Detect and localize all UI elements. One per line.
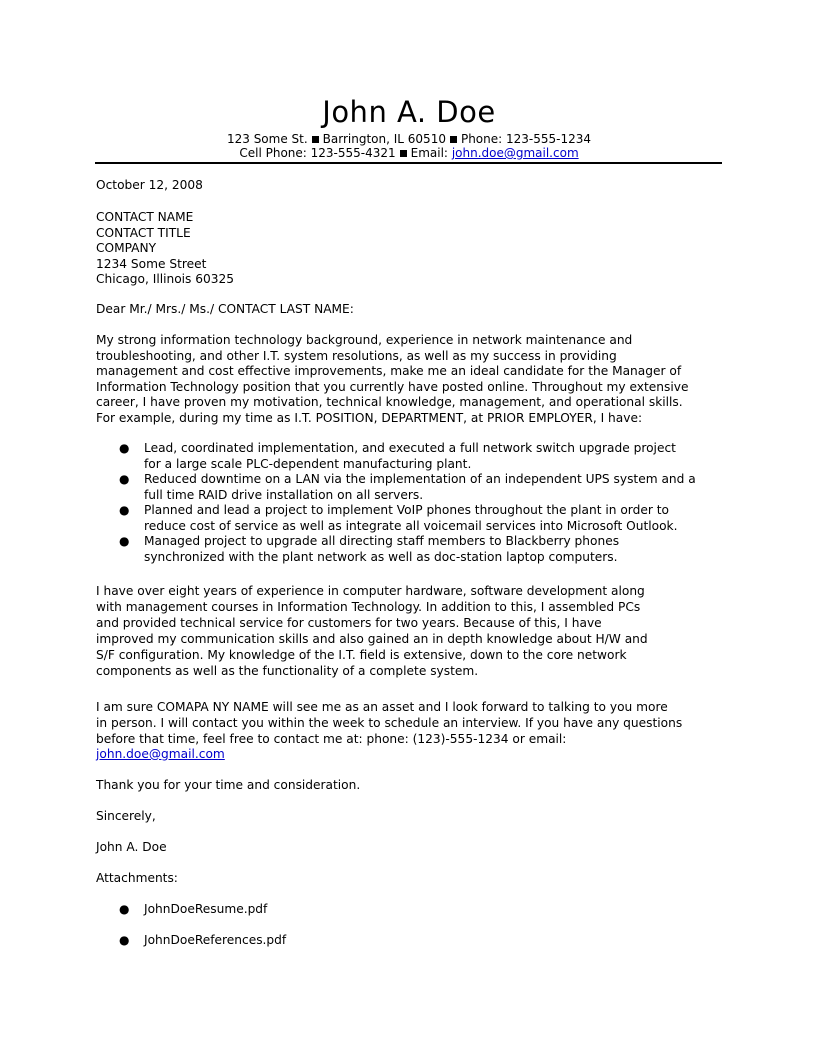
paragraph-3-line: in person. I will contact you within the week to schedule an interview. If you have any questions bbox=[96, 716, 683, 730]
bullet-item-line: Lead, coordinated implementation, and executed a full network switch upgrade project bbox=[144, 441, 676, 455]
attachment-item: JohnDoeReferences.pdf bbox=[144, 933, 287, 947]
contact-line-2 bbox=[96, 146, 722, 161]
paragraph-2-line: I have over eight years of experience in computer hardware, software development along bbox=[96, 584, 645, 598]
paragraph-1-line: Information Technology position that you currently have posted online. Throughout my extensive bbox=[96, 379, 689, 394]
paragraph-3-line: before that time, feel free to contact me at: phone: (123)-555-1234 or email: bbox=[96, 732, 567, 746]
paragraph-1-line: troubleshooting, and other I.T. system resolutions, as well as my success in providing bbox=[96, 348, 617, 363]
sender-name: John A. Doe bbox=[322, 95, 496, 129]
attachments-label: Attachments: bbox=[96, 871, 178, 885]
bullet-item-line: for a large scale PLC-dependent manufacturing plant. bbox=[144, 456, 472, 471]
bullet-item-line: full time RAID drive installation on all servers. bbox=[144, 487, 424, 502]
contact-line-1 bbox=[96, 132, 722, 147]
bullet-item-line: Managed project to upgrade all directing staff members to Blackberry phones bbox=[144, 534, 620, 548]
recipient-line: 1234 Some Street bbox=[96, 256, 207, 271]
square-separator-icon bbox=[450, 136, 457, 143]
recipient-line: Chicago, Illinois 60325 bbox=[96, 272, 235, 286]
email-label: Email: bbox=[410, 146, 448, 160]
bullet-icon: ● bbox=[119, 472, 130, 486]
bullet-item-line: synchronized with the plant network as well as doc-station laptop computers. bbox=[144, 549, 618, 564]
bullet-item-line: Planned and lead a project to implement VoIP phones throughout the plant in order to bbox=[144, 503, 669, 517]
attachment-item: JohnDoeResume.pdf bbox=[144, 902, 268, 916]
bullet-icon: ● bbox=[119, 503, 130, 517]
paragraph-2-line: components as well as the functionality of a complete system. bbox=[96, 664, 479, 678]
recipient-line: COMPANY bbox=[96, 241, 157, 255]
bullet-icon: ● bbox=[119, 534, 130, 548]
paragraph-1-line: My strong information technology background, experience in network maintenance and bbox=[96, 333, 633, 347]
city: Barrington, IL 60510 bbox=[322, 132, 446, 146]
letter-date: October 12, 2008 bbox=[96, 178, 203, 192]
header-divider bbox=[95, 162, 722, 164]
paragraph-2-line: S/F configuration. My knowledge of the I.T. field is extensive, down to the core network bbox=[96, 648, 627, 662]
bullet-item-line: reduce cost of service as well as integrate all voicemail services into Microsoft Outlook. bbox=[144, 518, 678, 533]
paragraph-2-line: with management courses in Information Technology. In addition to this, I assembled PCs bbox=[96, 600, 641, 614]
closing: Sincerely, bbox=[96, 809, 156, 823]
address: 123 Some St. bbox=[226, 132, 308, 146]
body-email-link[interactable]: john.doe@gmail.com bbox=[96, 747, 225, 761]
paragraph-3-line: I am sure COMAPA NY NAME will see me as an asset and I look forward to talking to you more bbox=[96, 700, 668, 714]
salutation: Dear Mr./ Mrs./ Ms./ CONTACT LAST NAME: bbox=[96, 302, 354, 316]
bullet-item-line: Reduced downtime on a LAN via the implementation of an independent UPS system and a bbox=[144, 472, 696, 486]
paragraph-1-line: career, I have proven my motivation, technical knowledge, management, and operational skills. bbox=[96, 395, 683, 409]
bullet-icon: ● bbox=[119, 933, 130, 947]
signature-name: John A. Doe bbox=[96, 840, 167, 854]
header-email-link[interactable]: john.doe@gmail.com bbox=[451, 146, 579, 160]
bullet-icon: ● bbox=[119, 902, 130, 916]
paragraph-1-line: management and cost effective improvements, make me an ideal candidate for the Manager of bbox=[96, 364, 682, 378]
bullet-icon: ● bbox=[119, 441, 130, 455]
phone: Phone: 123-555-1234 bbox=[460, 132, 592, 146]
recipient-line: CONTACT TITLE bbox=[96, 225, 191, 240]
recipient-line: CONTACT NAME bbox=[96, 210, 194, 224]
paragraph-2-line: improved my communication skills and also gained an in depth knowledge about H/W and bbox=[96, 632, 648, 646]
paragraph-3-email-line bbox=[96, 747, 225, 763]
square-separator-icon bbox=[312, 136, 319, 143]
square-separator-icon bbox=[400, 150, 407, 157]
thanks-line: Thank you for your time and consideration. bbox=[96, 778, 361, 792]
paragraph-1-line: For example, during my time as I.T. POSITION, DEPARTMENT, at PRIOR EMPLOYER, I have: bbox=[96, 410, 643, 425]
paragraph-2-line: and provided technical service for customers for two years. Because of this, I have bbox=[96, 616, 602, 630]
cell-phone: Cell Phone: 123-555-4321 bbox=[239, 146, 396, 160]
